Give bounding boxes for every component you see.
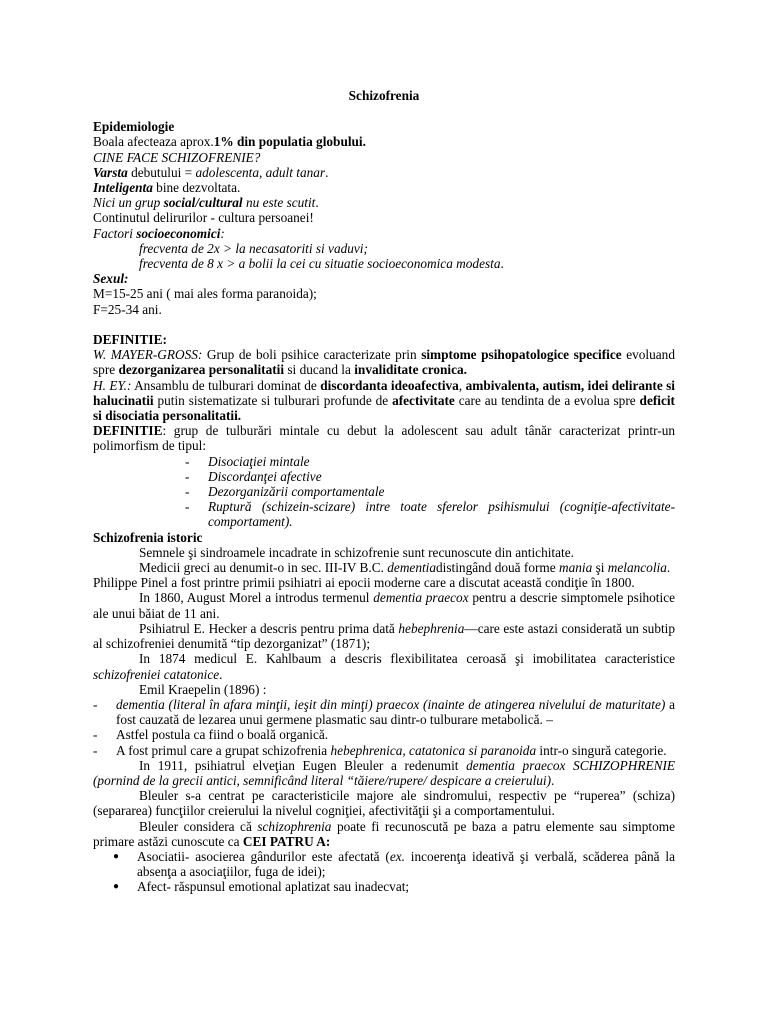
- epi-line: M=15-25 ani ( mai ales forma paranoida);: [93, 286, 317, 302]
- history-paragraph: Bleuler s-a centrat pe caracteristicile majore ale sindromului, respectiv pe “ruperea” (schiza) (separarea) funcţiilor creierului la nivelul cogniţiei, afectivităţii şi a comportamentului.: [93, 788, 675, 819]
- history-heading: Schizofrenia istoric: [93, 529, 203, 545]
- epi-line: Boala afecteaza aprox.1% din populatia globului.: [93, 134, 366, 150]
- definition-list: [93, 454, 675, 530]
- definition-paragraph: DEFINITIE: grup de tulburări mintale cu debut la adolescent sau adult tânăr caracterizat printr-un polimorfism de tipul:: [93, 423, 675, 454]
- list-item: ● Afect- răspunsul emotional aplatizat sau inadecvat;: [113, 879, 410, 895]
- bullet-icon: ●: [113, 850, 120, 862]
- epi-line: Varsta debutului = adolescenta, adult tanar.: [93, 164, 329, 180]
- epi-line: frecventa de 2x > la necasatoriti si vaduvi;: [139, 240, 368, 256]
- list-item: - A fost primul care a grupat schizofrenia hebephrenica, catatonica si paranoida intr-o singură categorie.: [93, 742, 667, 758]
- list-item: - Disociaţiei mintale: [185, 453, 310, 469]
- list-item: - Ruptură (schizein-scizare) intre toate sferelor psihismului (cogniţie-afectivitate-comportament).: [185, 499, 675, 530]
- history-paragraph: Psihiatrul E. Hecker a descris pentru prima dată hebephrenia—care este astazi considerată un subtip al schizofreniei denumită “tip dezorganizat” (1871);: [93, 620, 676, 652]
- history-paragraph: In 1874 medicul E. Kahlbaum a descris flexibilitatea ceroasă şi imobilitatea caracteristice schizofreniei catatonice.: [93, 651, 675, 682]
- list-item: - Astfel postula ca fiind o boală organică.: [93, 727, 329, 743]
- history-paragraph: In 1911, psihiatrul elveţian Eugen Bleuler a redenumit dementia praecox SCHIZOPHRENIE (pornind de la grecii antici, semnificând literal “tăiere/rupere/ despicare a creierului).: [93, 757, 675, 788]
- epi-line: F=25-34 ani.: [93, 301, 162, 317]
- list-item: ● Asociatii- asocierea gândurilor este afectată (ex. incoerenţa ideativă şi verbală, scăderea până la absenţa a asociaţiilor, fuga de idei);: [113, 848, 676, 880]
- epi-line: CINE FACE SCHIZOFRENIE?: [93, 149, 261, 165]
- list-item: - dementia (literal în afara minţii, ieşit din minţi) praecox (inainte de atingerea nivelului de maturitate) a fost cauzată de lezarea unui germene plasmatic sau dintr-o tulburare metabolică. –: [93, 696, 675, 728]
- history-paragraph: In 1860, August Morel a introdus termenul dementia praecox pentru a descrie simptomele psihotice ale unui băiat de 11 ani.: [93, 590, 675, 621]
- history-paragraph: Bleuler considera că schizophrenia poate fi recunoscută pe baza a patru elemente sau simptome primare astăzi cunoscute ca CEI PATRU A:: [93, 818, 675, 849]
- definition-paragraph: W. MAYER-GROSS: Grup de boli psihice caracterizate prin simptome psihopatologice specifice evoluand spre dezorganizarea personalitatii si ducand la invaliditate cronica.: [93, 347, 675, 378]
- history-paragraph: Semnele şi sindroamele incadrate in schizofrenie sunt recunoscute din antichitate.: [139, 544, 574, 560]
- document-title: Schizofrenia: [348, 88, 420, 103]
- epi-line: frecventa de 8 x > a bolii la cei cu situatie socioeconomica modesta.: [139, 256, 504, 272]
- list-item: - Discordanţei afective: [185, 468, 322, 484]
- bullet-icon: ●: [113, 881, 120, 893]
- history-paragraph: Philippe Pinel a fost printre primii psihiatri ai epocii moderne care a discutat această condiţie în 1800.: [93, 575, 635, 591]
- epidemiology-heading: Epidemiologie: [93, 119, 175, 135]
- epi-line: Inteligenta bine dezvoltata.: [93, 180, 241, 196]
- epi-line: Factori socioeconomici:: [93, 225, 225, 241]
- history-paragraph: Medicii greci au denumit-o in sec. III-IV B.C. dementiadistingând două forme mania şi melancolia.: [139, 560, 671, 576]
- history-paragraph: Emil Kraepelin (1896) :: [139, 681, 267, 697]
- list-item: - Dezorganizării comportamentale: [185, 484, 385, 500]
- epi-line: Nici un grup social/cultural nu este scutit.: [93, 195, 319, 211]
- sex-heading: Sexul:: [93, 271, 129, 287]
- definition-paragraph: H. EY.: Ansamblu de tulburari dominat de discordanta ideoafectiva, ambivalenta, autism, idei delirante si halucinatii putin sistematizate si tulburari profunde de afectivitate care au tendinta de a evolua spre deficit si disociatia personalitatii.: [93, 377, 675, 424]
- document-body: [93, 88, 675, 895]
- definition-heading: DEFINITIE:: [93, 332, 167, 348]
- epi-line: Continutul delirurilor - cultura persoanei!: [93, 210, 314, 226]
